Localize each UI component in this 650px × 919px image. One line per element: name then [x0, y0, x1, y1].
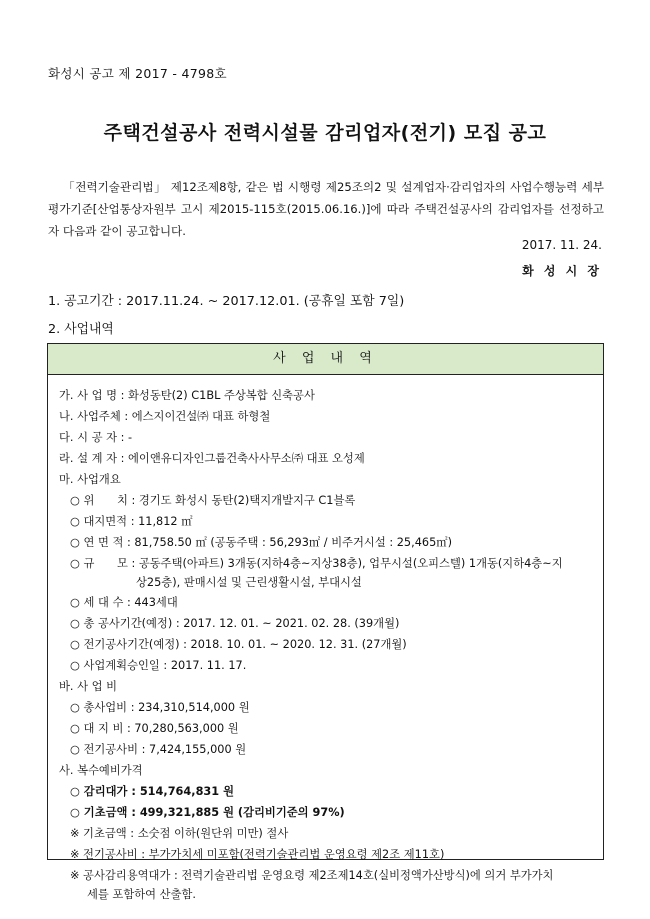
notice-number: 화성시 공고 제 2017 - 4798호	[48, 66, 227, 81]
section-notice-period: 1. 공고기간 : 2017.11.24. ~ 2017.12.01. (공휴일 포함 7일)	[48, 294, 405, 309]
intro-text: 「전력기술관리법」 제12조제8항, 같은 법 시행령 제25조의2 및 설계업자·감리업자의 사업수행능력 세부평가기준[산업통상자원부 고시 제2015-115호(2015.06.16.)]에 따라 주택건설공사의 감리업자를 선정하고자 다음과 같이 공고합니다.	[48, 180, 604, 238]
overview-site-area: ○ 대지면적 : 11,812 ㎡	[70, 515, 193, 528]
box-header: 사 업 내 역	[48, 344, 603, 375]
section-project-details: 2. 사업내역	[48, 322, 114, 337]
note-electrical-cost: ※ 전기공사비 : 부가가치세 미포함(전력기술관리법 운영요령 제2조 제11호)	[70, 848, 445, 861]
overview-scale: ○ 규 모 : 공동주택(아파트) 3개동(지하4층~지상38층), 업무시설(오피스텔) 1개동(지하4층~지	[70, 557, 563, 570]
project-name: 가. 사 업 명 : 화성동탄(2) C1BL 주상복합 신축공사	[59, 389, 315, 402]
notice-date: 2017. 11. 24.	[521, 238, 602, 252]
overview-heading: 마. 사업개요	[59, 473, 121, 486]
overview-scale-cont: 상25층), 판매시설 및 근린생활시설, 부대시설	[136, 576, 362, 589]
overview-floor-area: ○ 연 면 적 : 81,758.50 ㎡ (공동주택 : 56,293㎡ / 비주거시설 : 25,465㎡)	[70, 536, 452, 549]
overview-approval-date: ○ 사업계획승인일 : 2017. 11. 17.	[70, 659, 247, 672]
note-base-amount: ※ 기초금액 : 소숫점 이하(원단위 미만) 절사	[70, 827, 289, 840]
note-supervision-fee: ※ 공사감리용역대가 : 전력기술관리법 운영요령 제2조제14호(실비정액가산방식)에 의거 부가가치	[70, 869, 554, 882]
cost-land: ○ 대 지 비 : 70,280,563,000 원	[70, 722, 239, 735]
supervision-fee: ○ 감리대가 : 514,764,831 원	[70, 785, 234, 798]
project-details-box	[47, 343, 604, 901]
cost-electrical: ○ 전기공사비 : 7,424,155,000 원	[70, 743, 247, 756]
overview-location: ○ 위 치 : 경기도 화성시 동탄(2)택지개발지구 C1블록	[70, 494, 356, 507]
overview-electrical-period: ○ 전기공사기간(예정) : 2018. 10. 01. ~ 2020. 12. 31. (27개월)	[70, 638, 407, 651]
reserve-price-heading: 사. 복수예비가격	[59, 764, 143, 777]
overview-total-period: ○ 총 공사기간(예정) : 2017. 12. 01. ~ 2021. 02. 28. (39개월)	[70, 617, 400, 630]
contractor: 다. 시 공 자 : -	[59, 431, 133, 444]
note-supervision-fee-cont: 세를 포함하여 산출함.	[87, 888, 196, 901]
issuer: 화 성 시 장	[522, 264, 602, 278]
document-title: 주택건설공사 전력시설물 감리업자(전기) 모집 공고	[103, 122, 547, 144]
cost-total: ○ 총사업비 : 234,310,514,000 원	[70, 701, 250, 714]
intro-paragraph	[48, 176, 604, 242]
box-body	[48, 375, 603, 904]
project-owner: 나. 사업주체 : 에스지이건설㈜ 대표 하형철	[59, 410, 271, 423]
cost-heading: 바. 사 업 비	[59, 680, 118, 693]
overview-households: ○ 세 대 수 : 443세대	[70, 596, 178, 609]
base-amount: ○ 기초금액 : 499,321,885 원 (감리비기준의 97%)	[70, 806, 345, 819]
designer: 라. 설 계 자 : 에이앤유디자인그룹건축사사무소㈜ 대표 오성제	[59, 452, 365, 465]
